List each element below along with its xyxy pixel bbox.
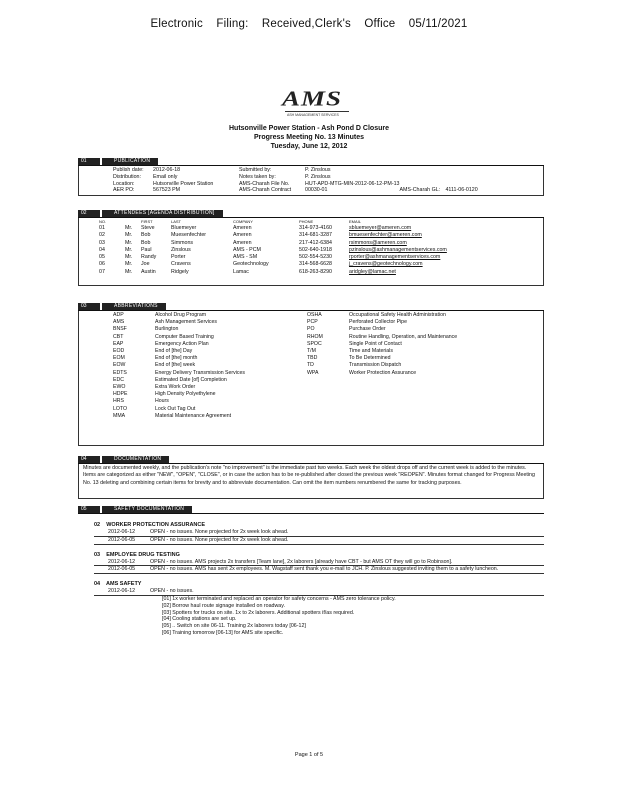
column-header: PHONE bbox=[299, 219, 314, 224]
column-header: COMPANY bbox=[233, 219, 253, 224]
logo-underline bbox=[285, 111, 349, 112]
publication-table bbox=[113, 167, 485, 194]
entry-text: OPEN - no issues. AMS projects 2x transfers [Team lane], 2x laborers [already have CBT - but AMS OT they will go to Robinson]. bbox=[150, 558, 453, 565]
abbreviation-meaning: Alcohol Drug Program bbox=[155, 312, 207, 318]
documentation-box bbox=[78, 464, 544, 499]
abbreviation-row bbox=[113, 334, 295, 341]
table-cell: 07 bbox=[99, 268, 105, 275]
abbreviation-row bbox=[307, 326, 489, 333]
abbreviation-code: EOW bbox=[113, 362, 126, 369]
abbreviation-code: HDPE bbox=[113, 391, 128, 398]
abbreviations-right bbox=[307, 312, 489, 377]
field-value: P. Zinslous bbox=[305, 173, 331, 180]
abbreviation-code: EDTS bbox=[113, 369, 127, 376]
abbreviation-code: AMS bbox=[113, 319, 125, 326]
section-title: ATTENDEES [AGENDA DISTRIBUTION] bbox=[102, 210, 223, 217]
table-cell: Muesenfechter bbox=[171, 232, 207, 239]
safety-entry bbox=[94, 566, 544, 574]
abbreviation-row bbox=[113, 377, 295, 384]
section-header bbox=[78, 506, 544, 514]
abbreviation-row bbox=[113, 406, 295, 413]
table-cell: 04 bbox=[99, 246, 105, 253]
table-row bbox=[113, 167, 485, 174]
abbreviation-code: EDC bbox=[113, 376, 124, 383]
abbreviation-meaning: End of [the] week bbox=[155, 362, 196, 369]
column-header: FIRST bbox=[141, 219, 153, 224]
abbreviations-left bbox=[113, 312, 295, 420]
safety-entry bbox=[94, 559, 544, 567]
table-cell: 314-681-3287 bbox=[299, 232, 332, 239]
abbreviation-meaning: Lock Out Tag Out bbox=[155, 405, 196, 412]
abbreviation-code: PO bbox=[307, 326, 315, 333]
field-label bbox=[399, 167, 445, 174]
abbreviation-meaning: Single Point of Contact bbox=[349, 340, 402, 347]
abbreviation-code: T/M bbox=[307, 348, 316, 355]
table-cell: Zinslous bbox=[171, 246, 191, 253]
field-value bbox=[445, 167, 485, 174]
abbreviation-code: TD bbox=[307, 362, 314, 369]
safety-item-title: 02 WORKER PROTECTION ASSURANCE bbox=[94, 522, 206, 528]
abbreviation-row bbox=[113, 312, 295, 319]
abbreviation-row bbox=[113, 319, 295, 326]
abbreviation-code: LOTO bbox=[113, 405, 128, 412]
abbreviation-code: HRS bbox=[113, 398, 124, 405]
table-cell: 502-554-5230 bbox=[299, 254, 332, 261]
page-footer: Page 1 of 5 bbox=[294, 752, 324, 758]
field-label bbox=[399, 181, 445, 188]
safety-item bbox=[94, 552, 544, 575]
abbreviation-row bbox=[307, 334, 489, 341]
abbreviation-code: EWO bbox=[113, 384, 126, 391]
section-header bbox=[78, 210, 544, 218]
abbreviation-meaning: Extra Work Order bbox=[155, 384, 196, 391]
table-row bbox=[99, 254, 489, 261]
attendees-box bbox=[78, 218, 544, 286]
abbreviation-code: SPOC bbox=[307, 340, 322, 347]
table-cell: Mr. bbox=[125, 232, 133, 239]
table-cell: 01 bbox=[99, 225, 105, 231]
entry-text: OPEN - no issues. AMS has sent 2x employees. M. Wagstaff sent thank you e-mail to JCH. P. Zinslous suggested inviting them to a safety luncheon. bbox=[150, 566, 499, 573]
field-label: Notes taken by: bbox=[239, 173, 276, 180]
abbreviation-row bbox=[113, 370, 295, 377]
table-cell: 02 bbox=[99, 232, 105, 239]
table-row bbox=[99, 240, 489, 247]
entry-text: OPEN - no issues. bbox=[150, 588, 194, 595]
table-cell: 618-263-8290 bbox=[299, 268, 332, 275]
abbreviations-box bbox=[78, 311, 544, 446]
section-abbreviations bbox=[78, 303, 544, 446]
abbreviation-row bbox=[307, 362, 489, 369]
table-row bbox=[113, 187, 485, 194]
abbreviation-code: EOM bbox=[113, 355, 125, 362]
abbreviation-code: EOD bbox=[113, 348, 125, 355]
abbreviation-meaning: Routine Handling, Operation, and Maintenance bbox=[349, 333, 458, 340]
table-cell: Ameren bbox=[233, 232, 252, 239]
safety-entry bbox=[94, 537, 544, 545]
entry-date: 2012-06-05 bbox=[108, 566, 136, 573]
abbreviation-meaning: Purchase Order bbox=[349, 326, 386, 333]
safety-sub-entry: [05] .. Switch on site 06-11. Training 2x laborers today [06-12] bbox=[162, 623, 306, 630]
table-cell: Austin bbox=[141, 268, 156, 275]
section-number: 05 bbox=[78, 506, 100, 513]
abbreviation-meaning: Perforated Collector Pipe bbox=[349, 319, 407, 326]
section-number: 02 bbox=[78, 210, 100, 217]
table-cell: 05 bbox=[99, 254, 105, 261]
attendee-email-link[interactable]: pzinslous@ashmanagementservices.com bbox=[349, 246, 447, 253]
entry-text: OPEN - no issues. None projected for 2x week look ahead. bbox=[150, 529, 289, 535]
abbreviation-code: OSHA bbox=[307, 312, 322, 318]
header-date: Tuesday, June 12, 2012 bbox=[270, 143, 348, 150]
section-header bbox=[78, 303, 544, 311]
table-row bbox=[113, 174, 485, 181]
abbreviation-meaning: Ash Management Services bbox=[155, 319, 217, 326]
abbreviation-row bbox=[113, 362, 295, 369]
header-meeting: Progress Meeting No. 13 Minutes bbox=[253, 134, 365, 141]
abbreviation-code: RHOM bbox=[307, 333, 323, 340]
safety-sub-entry: [04] Cooling stations are set up. bbox=[162, 616, 237, 623]
field-label: AMS-Charah GL: bbox=[399, 187, 441, 194]
table-cell: Bluemeyer bbox=[171, 225, 197, 231]
attendee-email-link[interactable]: aridgley@lamac.net bbox=[349, 268, 396, 275]
field-value: P. Zinslous bbox=[305, 167, 331, 173]
section-documentation bbox=[78, 456, 544, 499]
table-cell: Porter bbox=[171, 254, 186, 261]
table-cell: 502-640-1918 bbox=[299, 246, 332, 253]
field-value bbox=[445, 181, 485, 188]
attendee-email-link[interactable]: j_cravens@geotechnology.com bbox=[349, 261, 423, 268]
safety-entry bbox=[94, 588, 544, 596]
abbreviation-row bbox=[113, 384, 295, 391]
abbreviation-meaning: Burlington bbox=[155, 326, 179, 333]
field-value bbox=[445, 174, 485, 181]
field-value: HUT-APD-MTG-MIN-2012-06-12-PM-13 bbox=[305, 180, 400, 187]
safety-sub-entry: [02] Borrow haul route signage installed on roadway. bbox=[162, 602, 285, 609]
section-header bbox=[78, 456, 544, 464]
section-title: SAFETY DOCUMENTATION bbox=[102, 506, 192, 513]
table-cell: Mr. bbox=[125, 261, 133, 268]
abbreviation-meaning: End of [the] Day bbox=[155, 348, 193, 355]
table-cell: Mr. bbox=[125, 268, 133, 275]
section-title: DOCUMENTATION bbox=[102, 456, 169, 463]
abbreviation-row bbox=[113, 326, 295, 333]
abbreviation-row bbox=[307, 319, 489, 326]
safety-sub-entry: [03] Spotters for trucks on site. 1x to 2x laborers. Additional spotters if/as required. bbox=[162, 609, 355, 616]
abbreviation-row bbox=[307, 312, 489, 319]
logo-text: AMS bbox=[282, 86, 343, 111]
column-header: LAST bbox=[171, 219, 182, 224]
table-cell: Geotechnology bbox=[233, 261, 269, 268]
safety-item bbox=[94, 522, 544, 545]
attendee-email-link[interactable]: sbluemeyer@ameren.com bbox=[349, 225, 412, 231]
field-label bbox=[399, 174, 445, 181]
field-value: 2012-06-18 bbox=[153, 167, 181, 173]
documentation-text: Minutes are documented weekly, and the publication's note "no improvement" is the immediate past two weeks. Each week the oldest drops off and the current week is added to the minutes. Items are categorized as either "NEW", "OPEN", "CLOSE", or in case the action has to be re-published after closed the previous week "REOPEN". Minutes format changed for Progress Meeting No. 13 deleting and combining certain items for brevity and to abbreviate documentation. Can omit the item numbers renumbered the same for tracking purposes. bbox=[83, 465, 535, 486]
publication-box bbox=[78, 166, 544, 196]
section-number: 03 bbox=[78, 303, 100, 310]
field-label: Publish date: bbox=[113, 167, 144, 173]
table-cell: 06 bbox=[99, 261, 105, 268]
table-row bbox=[99, 225, 489, 232]
field-label: AMS-Charah Contract bbox=[239, 187, 292, 194]
abbreviation-row bbox=[113, 348, 295, 355]
attendee-email-link[interactable]: rsimmons@ameren.com bbox=[349, 239, 407, 246]
table-row bbox=[113, 181, 485, 188]
abbreviation-meaning: End of [the] month bbox=[155, 355, 198, 362]
field-label: AER PO: bbox=[113, 187, 135, 194]
abbreviation-meaning: High Density Polyethylene bbox=[155, 391, 216, 398]
section-safety bbox=[78, 506, 544, 644]
table-cell: AMS - PCM bbox=[233, 246, 261, 253]
entry-date: 2012-06-05 bbox=[108, 536, 136, 543]
entry-text: OPEN - no issues. None projected for 2x week look ahead. bbox=[150, 536, 289, 543]
abbreviation-code: CBT bbox=[113, 333, 124, 340]
table-cell: Ameren bbox=[233, 239, 252, 246]
attendees-table bbox=[99, 219, 489, 276]
table-cell: Joe bbox=[141, 261, 150, 268]
table-cell: Mr. bbox=[125, 254, 133, 261]
abbreviation-code: EAP bbox=[113, 340, 124, 347]
abbreviation-code: ADP bbox=[113, 312, 124, 318]
field-label: Location: bbox=[113, 180, 135, 187]
abbreviation-code: MMA bbox=[113, 412, 126, 419]
section-publication bbox=[78, 158, 544, 196]
table-cell: Paul bbox=[141, 246, 152, 253]
abbreviation-row bbox=[113, 398, 295, 405]
table-cell: 217-412-6384 bbox=[299, 239, 332, 246]
entry-date: 2012-06-12 bbox=[108, 588, 136, 595]
table-cell: Mr. bbox=[125, 239, 133, 246]
abbreviation-meaning: Computer Based Training bbox=[155, 333, 214, 340]
table-cell: Mr. bbox=[125, 246, 133, 253]
safety-item bbox=[94, 581, 544, 637]
table-cell: 03 bbox=[99, 239, 105, 246]
field-label: Distribution: bbox=[113, 173, 141, 180]
abbreviation-meaning: Time and Materials bbox=[349, 348, 393, 355]
abbreviation-code: PCP bbox=[307, 319, 318, 326]
logo-tagline: ASH MANAGEMENT SERVICES bbox=[287, 113, 339, 117]
header-title: Hutsonville Power Station - Ash Pond D Closure bbox=[229, 125, 389, 132]
safety-sub-entry: [06] Training tomorrow [06-13] for AMS site specific. bbox=[162, 629, 284, 636]
abbreviation-code: TBD bbox=[307, 355, 318, 362]
abbreviation-row bbox=[113, 391, 295, 398]
ams-logo bbox=[282, 88, 352, 120]
abbreviation-row bbox=[307, 355, 489, 362]
table-cell: 314-973-4160 bbox=[299, 225, 332, 231]
abbreviation-row bbox=[113, 341, 295, 348]
field-value: Email only bbox=[153, 173, 178, 180]
safety-body bbox=[78, 514, 544, 637]
table-cell: AMS - SM bbox=[233, 254, 258, 261]
column-header: NO. bbox=[99, 219, 107, 224]
field-label: Submitted by: bbox=[239, 167, 272, 173]
safety-item-title: 04 AMS SAFETY bbox=[94, 581, 142, 588]
table-cell: Mr. bbox=[125, 225, 133, 231]
table-row bbox=[99, 247, 489, 254]
abbreviation-row bbox=[113, 413, 295, 420]
field-label: AMS-Charah File No. bbox=[239, 180, 290, 187]
filing-stamp: Electronic Filing: Received,Clerk's Office 05/11/2021 bbox=[150, 18, 468, 30]
safety-item-title: 03 EMPLOYEE DRUG TESTING bbox=[94, 551, 180, 558]
abbreviation-meaning: Occupational Safety Health Administration bbox=[349, 312, 446, 318]
section-number: 01 bbox=[78, 158, 100, 165]
table-cell: Randy bbox=[141, 254, 157, 261]
field-value: 4111-06-0120 bbox=[445, 187, 478, 194]
field-value: 00030-01 bbox=[305, 187, 328, 194]
abbreviation-code: BNSF bbox=[113, 326, 127, 333]
safety-entry bbox=[94, 529, 544, 537]
abbreviation-meaning: Worker Protection Assurance bbox=[349, 369, 417, 376]
abbreviation-row bbox=[113, 355, 295, 362]
section-header bbox=[78, 158, 544, 166]
table-cell: Bob bbox=[141, 239, 151, 246]
abbreviation-meaning: Estimated Date [of] Completion bbox=[155, 376, 227, 383]
table-row bbox=[99, 232, 489, 239]
entry-date: 2012-06-12 bbox=[108, 558, 136, 565]
table-row bbox=[99, 269, 489, 276]
attendee-email-link[interactable]: rporter@ashmanagementservices.com bbox=[349, 254, 441, 261]
table-cell: Simmons bbox=[171, 239, 194, 246]
abbreviation-meaning: Emergency Action Plan bbox=[155, 340, 209, 347]
table-row bbox=[99, 261, 489, 268]
safety-sub-entry: [01] 1x worker terminated and replaced an operator for safety concerns - AMS zero tolerance policy. bbox=[162, 595, 396, 602]
table-cell: Ridgely bbox=[171, 268, 189, 275]
attendee-email-link[interactable]: bmuesenfechter@ameren.com bbox=[349, 232, 422, 239]
table-cell: 314-568-6628 bbox=[299, 261, 332, 268]
abbreviation-meaning: Transmission Dispatch bbox=[349, 362, 402, 369]
document-header bbox=[0, 124, 618, 151]
abbreviation-meaning: Hours bbox=[155, 398, 169, 405]
abbreviation-meaning: Energy Delivery Transmission Services bbox=[155, 369, 245, 376]
field-value: Hutsonville Power Station bbox=[153, 180, 214, 187]
entry-date: 2012-06-12 bbox=[108, 529, 136, 535]
abbreviation-meaning: Material Maintenance Agreement bbox=[155, 412, 232, 419]
table-cell: Lamac bbox=[233, 268, 249, 275]
abbreviation-row bbox=[307, 370, 489, 377]
table-cell: Bob bbox=[141, 232, 151, 239]
abbreviation-code: WPA bbox=[307, 369, 319, 376]
field-value: 567523 PM bbox=[153, 187, 181, 194]
section-number: 04 bbox=[78, 456, 100, 463]
column-header: EMAIL bbox=[349, 219, 362, 224]
abbreviation-meaning: To Be Determined bbox=[349, 355, 391, 362]
table-cell: Steve bbox=[141, 225, 155, 231]
section-title: PUBLICATION bbox=[102, 158, 158, 165]
table-cell: Ameren bbox=[233, 225, 252, 231]
table-cell: Cravens bbox=[171, 261, 191, 268]
section-title: ABBREVIATIONS bbox=[102, 303, 166, 310]
section-attendees bbox=[78, 210, 544, 286]
abbreviation-row bbox=[307, 341, 489, 348]
abbreviation-row bbox=[307, 348, 489, 355]
